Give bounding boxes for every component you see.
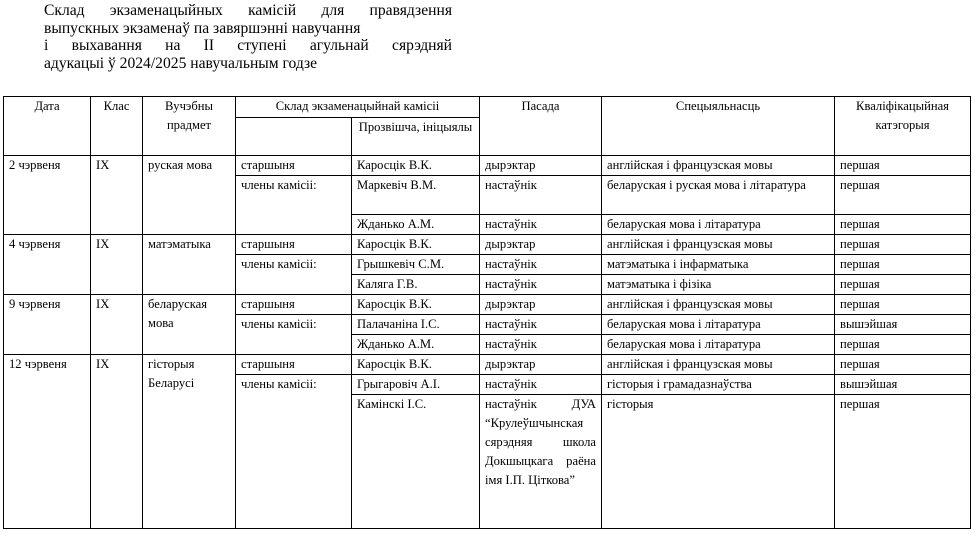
member-position: дырэктар [480,156,602,176]
member-specialty: матэматыка і інфарматыка [602,255,835,275]
title-line-1: Склад экзаменацыйных камісій для правядзення [44,2,452,19]
member-name: Жданько А.М. [352,335,480,355]
table-row [4,295,971,315]
title-line-3: і выхавання на ІІ ступені агульнай сярэдняй [44,37,452,54]
member-position: настаўнік [480,255,602,275]
member-name: Каросцік В.К. [352,156,480,176]
title-line-4: адукацыі ў 2024/2025 навучальным годзе [44,54,318,72]
exam-date: 12 чэрвеня [4,355,91,529]
exam-class: IX [91,235,143,295]
member-specialty: гісторыя [602,395,835,529]
header-date: Дата [4,97,91,156]
member-specialty: англійская і французская мовы [602,156,835,176]
member-specialty: беларуская мова і літаратура [602,315,835,335]
member-position: дырэктар [480,355,602,375]
commission-role: старшыня [236,355,352,375]
header-subject: Вучэбны прадмет [143,97,236,156]
member-position: настаўнік [480,315,602,335]
member-category: вышэйшая [835,315,971,335]
member-position: дырэктар [480,295,602,315]
exam-commission-table [3,96,971,529]
member-name: Каросцік В.К. [352,355,480,375]
commission-role: члены камісіі: [236,255,352,295]
member-category: першая [835,156,971,176]
member-position: настаўнік ДУА “Крулеўшчынская сярэдняя школа Докшыцкага раёна імя І.П. Ціткова” [480,395,602,529]
member-position: настаўнік [480,375,602,395]
commission-role: старшыня [236,295,352,315]
member-category: першая [835,215,971,235]
member-category: першая [835,176,971,215]
header-specialty: Спецыяльнасць [602,97,835,156]
member-position: настаўнік [480,176,602,215]
member-name: Грышкевіч С.М. [352,255,480,275]
commission-role: члены камісіі: [236,315,352,355]
member-category: першая [835,235,971,255]
member-specialty: беларуская мова і літаратура [602,215,835,235]
member-name: Маркевіч В.М. [352,176,480,215]
member-position: настаўнік [480,335,602,355]
member-name: Камінскі І.С. [352,395,480,529]
exam-class: IX [91,295,143,355]
member-name: Каросцік В.К. [352,235,480,255]
header-position: Пасада [480,97,602,156]
table-row [4,235,971,255]
member-name: Грыгаровіч А.І. [352,375,480,395]
exam-date: 4 чэрвеня [4,235,91,295]
member-specialty: матэматыка і фізіка [602,275,835,295]
title-line-2: выпускных экзаменаў па завяршэнні навучання [44,19,361,37]
member-category: першая [835,335,971,355]
exam-subject: гісторыя Беларусі [143,355,236,529]
member-category: першая [835,395,971,529]
member-specialty: англійская і французская мовы [602,295,835,315]
member-position: дырэктар [480,235,602,255]
commission-role: старшыня [236,235,352,255]
member-category: вышэйшая [835,375,971,395]
member-category: першая [835,355,971,375]
document-title [44,2,452,72]
header-commission: Склад экзаменацыйнай камісіі [236,97,480,118]
exam-class: IX [91,156,143,235]
table-body [4,156,971,529]
table-row [4,156,971,176]
member-specialty: беларуская мова і літаратура [602,335,835,355]
commission-role: члены камісіі: [236,375,352,529]
header-category: Кваліфікацыйная катэгорыя [835,97,971,156]
member-specialty: англійская і французская мовы [602,235,835,255]
header-class: Клас [91,97,143,156]
header-surname: Прозвішча, ініцыялы [352,118,480,156]
member-name: Каросцік В.К. [352,295,480,315]
member-name: Жданько А.М. [352,215,480,235]
exam-date: 9 чэрвеня [4,295,91,355]
member-category: першая [835,255,971,275]
exam-subject: матэматыка [143,235,236,295]
member-name: Палачаніна І.С. [352,315,480,335]
exam-class: IX [91,355,143,529]
member-position: настаўнік [480,275,602,295]
member-category: першая [835,295,971,315]
table-header [4,97,971,156]
exam-subject: беларуская мова [143,295,236,355]
member-name: Каляга Г.В. [352,275,480,295]
member-specialty: гісторыя і грамадазнаўства [602,375,835,395]
header-role-empty [236,118,352,156]
exam-subject: руская мова [143,156,236,235]
member-specialty: беларуская і руская мова і літаратура [602,176,835,215]
member-position: настаўнік [480,215,602,235]
commission-role: старшыня [236,156,352,176]
exam-date: 2 чэрвеня [4,156,91,235]
member-specialty: англійская і французская мовы [602,355,835,375]
member-category: першая [835,275,971,295]
table-row [4,355,971,375]
commission-role: члены камісіі: [236,176,352,235]
